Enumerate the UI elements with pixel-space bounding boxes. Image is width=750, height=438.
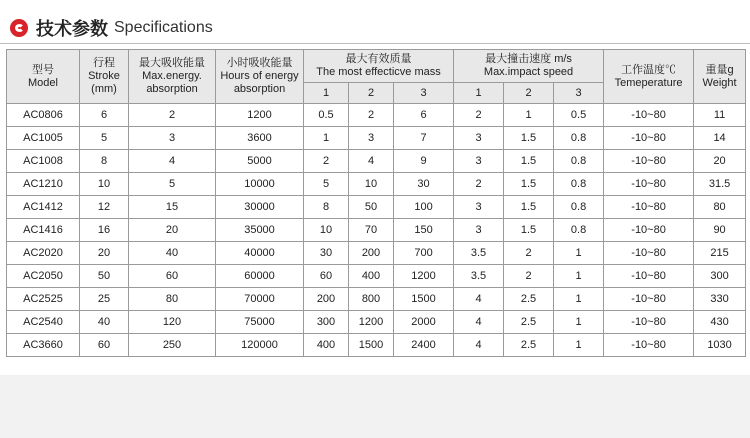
header-energy-cn: 最大吸收能量 (139, 57, 205, 69)
cell-temperature: -10~80 (604, 334, 694, 357)
cell-mass-1: 8 (304, 196, 349, 219)
cell-max-energy: 60 (129, 265, 216, 288)
cell-model: AC1412 (7, 196, 80, 219)
header-energy-en-2: absorption (146, 83, 198, 95)
cell-speed-1: 3 (454, 219, 504, 242)
cell-speed-1: 4 (454, 334, 504, 357)
cell-speed-3: 1 (554, 311, 604, 334)
cell-stroke: 6 (80, 104, 129, 127)
cell-weight: 80 (694, 196, 746, 219)
cell-speed-2: 2.5 (504, 311, 554, 334)
cell-speed-3: 0.8 (554, 219, 604, 242)
page-title-en: Specifications (114, 19, 213, 36)
cell-max-energy: 120 (129, 311, 216, 334)
cell-temperature: -10~80 (604, 219, 694, 242)
cell-max-energy: 80 (129, 288, 216, 311)
table-row (7, 265, 746, 288)
cell-model: AC2525 (7, 288, 80, 311)
cell-speed-2: 2.5 (504, 288, 554, 311)
cell-model: AC1008 (7, 150, 80, 173)
brand-logo-icon (10, 19, 28, 37)
cell-max-energy: 20 (129, 219, 216, 242)
header-hour-cn: 小时吸收能量 (226, 57, 293, 69)
cell-model: AC2540 (7, 311, 80, 334)
cell-hourly-energy: 70000 (216, 288, 304, 311)
cell-mass-3: 6 (394, 104, 454, 127)
header-mass-cn: 最大有效质量 (345, 53, 412, 65)
cell-temperature: -10~80 (604, 104, 694, 127)
cell-weight: 430 (694, 311, 746, 334)
cell-mass-3: 700 (394, 242, 454, 265)
cell-weight: 20 (694, 150, 746, 173)
cell-max-energy: 3 (129, 127, 216, 150)
cell-mass-2: 50 (349, 196, 394, 219)
cell-speed-1: 4 (454, 311, 504, 334)
cell-stroke: 50 (80, 265, 129, 288)
cell-mass-3: 1200 (394, 265, 454, 288)
header-hour-en-1: Hours of energy (220, 70, 299, 82)
cell-max-energy: 250 (129, 334, 216, 357)
cell-model: AC0806 (7, 104, 80, 127)
table-row (7, 196, 746, 219)
page-title-cn: 技术参数 (36, 19, 108, 40)
subheader-mass-3: 3 (394, 83, 454, 104)
header-weight-cn: 重量g (705, 63, 734, 76)
cell-weight: 330 (694, 288, 746, 311)
cell-temperature: -10~80 (604, 127, 694, 150)
cell-max-energy: 4 (129, 150, 216, 173)
cell-speed-2: 1.5 (504, 173, 554, 196)
cell-hourly-energy: 40000 (216, 242, 304, 265)
cell-stroke: 40 (80, 311, 129, 334)
cell-mass-3: 30 (394, 173, 454, 196)
cell-speed-1: 3.5 (454, 265, 504, 288)
cell-speed-3: 1 (554, 288, 604, 311)
cell-speed-1: 4 (454, 288, 504, 311)
cell-stroke: 16 (80, 219, 129, 242)
subheader-speed-3: 3 (554, 83, 604, 104)
header-mass-en: The most effecticve mass (316, 66, 441, 78)
cell-mass-2: 1500 (349, 334, 394, 357)
table-row (7, 288, 746, 311)
cell-stroke: 8 (80, 150, 129, 173)
header-model (7, 50, 80, 104)
subheader-mass-1: 1 (304, 83, 349, 104)
header-energy-en-1: Max.energy. (142, 70, 202, 82)
cell-temperature: -10~80 (604, 311, 694, 334)
subheader-mass-2: 2 (349, 83, 394, 104)
cell-temperature: -10~80 (604, 288, 694, 311)
cell-speed-3: 0.5 (554, 104, 604, 127)
cell-mass-3: 2400 (394, 334, 454, 357)
cell-hourly-energy: 75000 (216, 311, 304, 334)
cell-speed-3: 0.8 (554, 196, 604, 219)
table-row (7, 219, 746, 242)
header-speed-cn: 最大撞击速度 m/s (485, 53, 572, 65)
cell-speed-2: 2.5 (504, 334, 554, 357)
cell-mass-2: 10 (349, 173, 394, 196)
cell-hourly-energy: 120000 (216, 334, 304, 357)
cell-speed-2: 1.5 (504, 150, 554, 173)
cell-mass-1: 0.5 (304, 104, 349, 127)
cell-max-energy: 15 (129, 196, 216, 219)
cell-hourly-energy: 1200 (216, 104, 304, 127)
table-row (7, 173, 746, 196)
header-impact-speed (454, 50, 604, 83)
cell-stroke: 20 (80, 242, 129, 265)
header-divider (0, 43, 750, 44)
cell-max-energy: 40 (129, 242, 216, 265)
cell-model: AC2020 (7, 242, 80, 265)
cell-stroke: 12 (80, 196, 129, 219)
page-header (10, 14, 213, 42)
cell-speed-3: 0.8 (554, 150, 604, 173)
cell-mass-1: 200 (304, 288, 349, 311)
cell-weight: 90 (694, 219, 746, 242)
header-stroke (80, 50, 129, 104)
specifications-table (6, 49, 746, 357)
cell-mass-1: 400 (304, 334, 349, 357)
cell-max-energy: 5 (129, 173, 216, 196)
cell-speed-1: 3 (454, 196, 504, 219)
table-row (7, 127, 746, 150)
cell-model: AC1005 (7, 127, 80, 150)
cell-hourly-energy: 30000 (216, 196, 304, 219)
table-row (7, 242, 746, 265)
header-hour-en-2: absorption (233, 83, 286, 95)
cell-speed-1: 2 (454, 173, 504, 196)
header-weight (694, 50, 746, 104)
cell-weight: 31.5 (694, 173, 746, 196)
subheader-speed-2: 2 (504, 83, 554, 104)
cell-mass-2: 3 (349, 127, 394, 150)
header-speed-en: Max.impact speed (483, 66, 574, 78)
cell-speed-2: 2 (504, 265, 554, 288)
header-effective-mass (304, 50, 454, 83)
cell-stroke: 60 (80, 334, 129, 357)
header-stroke-cn: 行程 (93, 57, 115, 69)
cell-speed-3: 1 (554, 242, 604, 265)
footer-band (0, 375, 750, 438)
cell-weight: 14 (694, 127, 746, 150)
header-weight-en: Weight (702, 76, 737, 89)
cell-speed-2: 1.5 (504, 219, 554, 242)
cell-model: AC3660 (7, 334, 80, 357)
cell-mass-2: 4 (349, 150, 394, 173)
specifications-table-body (7, 104, 746, 357)
header-hourly-energy (216, 50, 304, 104)
cell-mass-1: 2 (304, 150, 349, 173)
header-temp-cn: 工作温度℃ (621, 63, 677, 76)
cell-speed-1: 3 (454, 127, 504, 150)
cell-speed-2: 1.5 (504, 127, 554, 150)
cell-mass-3: 100 (394, 196, 454, 219)
cell-temperature: -10~80 (604, 265, 694, 288)
cell-weight: 300 (694, 265, 746, 288)
cell-speed-2: 1.5 (504, 196, 554, 219)
cell-max-energy: 2 (129, 104, 216, 127)
cell-mass-3: 2000 (394, 311, 454, 334)
cell-mass-1: 30 (304, 242, 349, 265)
cell-weight: 11 (694, 104, 746, 127)
cell-hourly-energy: 10000 (216, 173, 304, 196)
cell-speed-3: 1 (554, 265, 604, 288)
cell-weight: 215 (694, 242, 746, 265)
header-temp-en: Temeperature (614, 76, 683, 89)
cell-speed-1: 2 (454, 104, 504, 127)
cell-mass-2: 200 (349, 242, 394, 265)
header-max-energy (129, 50, 216, 104)
cell-mass-2: 400 (349, 265, 394, 288)
cell-stroke: 5 (80, 127, 129, 150)
header-stroke-unit: (mm) (91, 83, 117, 95)
cell-speed-1: 3.5 (454, 242, 504, 265)
table-row (7, 104, 746, 127)
cell-hourly-energy: 3600 (216, 127, 304, 150)
cell-mass-3: 1500 (394, 288, 454, 311)
header-model-en: Model (28, 76, 58, 89)
subheader-speed-1: 1 (454, 83, 504, 104)
cell-temperature: -10~80 (604, 242, 694, 265)
cell-model: AC2050 (7, 265, 80, 288)
table-row (7, 311, 746, 334)
cell-temperature: -10~80 (604, 196, 694, 219)
cell-mass-2: 70 (349, 219, 394, 242)
cell-mass-3: 150 (394, 219, 454, 242)
cell-mass-2: 1200 (349, 311, 394, 334)
cell-mass-2: 800 (349, 288, 394, 311)
cell-speed-3: 0.8 (554, 173, 604, 196)
cell-mass-1: 60 (304, 265, 349, 288)
cell-speed-1: 3 (454, 150, 504, 173)
header-model-cn: 型号 (32, 63, 54, 76)
cell-mass-3: 9 (394, 150, 454, 173)
table-row (7, 334, 746, 357)
cell-speed-3: 0.8 (554, 127, 604, 150)
cell-model: AC1210 (7, 173, 80, 196)
header-temperature (604, 50, 694, 104)
cell-hourly-energy: 60000 (216, 265, 304, 288)
cell-mass-1: 10 (304, 219, 349, 242)
cell-hourly-energy: 35000 (216, 219, 304, 242)
cell-mass-3: 7 (394, 127, 454, 150)
cell-mass-1: 300 (304, 311, 349, 334)
header-stroke-en: Stroke (88, 70, 120, 82)
cell-temperature: -10~80 (604, 150, 694, 173)
cell-hourly-energy: 5000 (216, 150, 304, 173)
cell-temperature: -10~80 (604, 173, 694, 196)
cell-stroke: 25 (80, 288, 129, 311)
cell-weight: 1030 (694, 334, 746, 357)
cell-mass-1: 5 (304, 173, 349, 196)
cell-speed-2: 2 (504, 242, 554, 265)
cell-mass-1: 1 (304, 127, 349, 150)
cell-model: AC1416 (7, 219, 80, 242)
cell-speed-2: 1 (504, 104, 554, 127)
cell-speed-3: 1 (554, 334, 604, 357)
table-row (7, 150, 746, 173)
cell-mass-2: 2 (349, 104, 394, 127)
cell-stroke: 10 (80, 173, 129, 196)
